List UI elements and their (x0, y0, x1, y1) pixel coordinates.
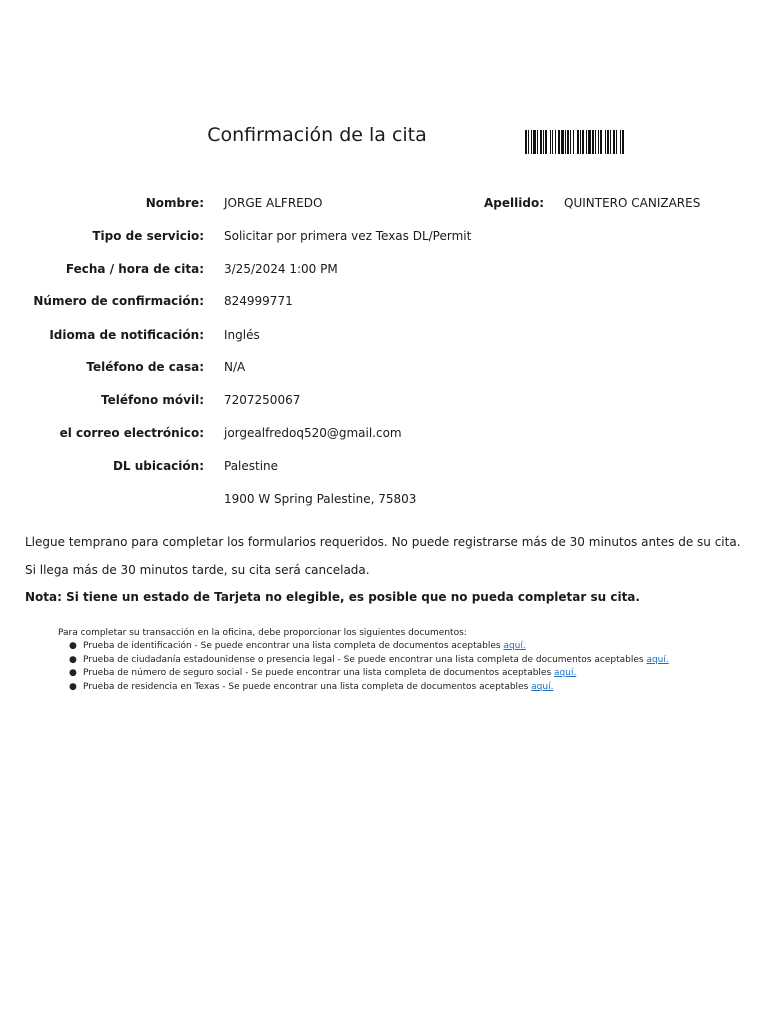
value-nombre: JORGE ALFREDO (224, 196, 323, 210)
row-telefono-movil (0, 390, 768, 410)
label-telefono-casa: Teléfono de casa: (86, 360, 204, 374)
bullet-icon: ● (69, 654, 77, 665)
value-telefono-casa: N/A (224, 360, 246, 374)
notice-late: Si llega más de 30 minutos tarde, su cita será cancelada. (25, 563, 370, 577)
label-numero-confirmacion: Número de confirmación: (33, 294, 204, 308)
row-idioma (0, 325, 768, 345)
label-idioma: Idioma de notificación: (49, 328, 204, 342)
list-item (58, 681, 669, 695)
document-item-text: Prueba de identificación - Se puede encontrar una lista completa de documentos aceptables (83, 641, 501, 651)
row-dl-ubicacion (0, 456, 768, 476)
documents-intro: Para completar su transacción en la oficina, debe proporcionar los siguientes documentos: (58, 628, 467, 638)
documents-list (58, 640, 669, 694)
notice-note: Nota: Si tiene un estado de Tarjeta no elegible, es posible que no pueda completar su cita. (25, 590, 640, 604)
documents-section (58, 628, 669, 694)
page-title: Confirmación de la cita (207, 124, 427, 146)
documents-link-identificacion[interactable]: aquí. (503, 641, 526, 651)
list-item (58, 640, 669, 654)
row-telefono-casa (0, 357, 768, 377)
label-telefono-movil: Teléfono móvil: (100, 393, 204, 407)
list-item (58, 654, 669, 668)
documents-link-ciudadania[interactable]: aquí. (646, 654, 669, 665)
bullet-icon: ● (69, 668, 77, 678)
label-fecha-hora: Fecha / hora de cita: (65, 262, 204, 276)
notice-early: Llegue temprano para completar los formularios requeridos. No puede registrarse más de 30 minutos antes de su cita. (25, 535, 741, 549)
value-tipo-servicio: Solicitar por primera vez Texas DL/Permit (224, 229, 472, 243)
document-item-text: Prueba de ciudadanía estadounidense o presencia legal - Se puede encontrar una lista completa de documentos aceptables (83, 654, 644, 665)
value-numero-confirmacion: 824999771 (224, 294, 293, 308)
value-apellido: QUINTERO CANIZARES (564, 196, 701, 210)
row-correo (0, 423, 768, 443)
row-numero-confirmacion (0, 291, 768, 311)
label-nombre: Nombre: (145, 196, 204, 210)
bullet-icon: ● (69, 681, 77, 692)
value-direccion: 1900 W Spring Palestine, 75803 (224, 492, 417, 506)
value-fecha-hora: 3/25/2024 1:00 PM (224, 262, 338, 276)
value-telefono-movil: 7207250067 (224, 393, 301, 407)
barcode (525, 130, 677, 154)
value-correo: jorgealfredoq520@gmail.com (224, 426, 402, 440)
document-item-text: Prueba de residencia en Texas - Se puede encontrar una lista completa de documentos aceptables (83, 681, 529, 692)
value-dl-ubicacion: Palestine (224, 459, 279, 473)
document-item-text: Prueba de número de seguro social - Se puede encontrar una lista completa de documentos aceptables (83, 668, 552, 678)
documents-link-residencia[interactable]: aquí. (531, 681, 554, 692)
label-correo: el correo electrónico: (59, 426, 204, 440)
documents-link-seguro-social[interactable]: aquí. (554, 668, 577, 678)
label-apellido: Apellido: (484, 196, 544, 210)
value-idioma: Inglés (224, 328, 260, 342)
row-tipo-servicio (0, 226, 768, 246)
label-tipo-servicio: Tipo de servicio: (92, 229, 204, 243)
row-fecha-hora (0, 259, 768, 279)
bullet-icon: ● (69, 641, 77, 651)
label-dl-ubicacion: DL ubicación: (112, 459, 204, 473)
row-direccion (0, 489, 768, 509)
list-item (58, 667, 669, 681)
row-nombre (0, 193, 768, 213)
